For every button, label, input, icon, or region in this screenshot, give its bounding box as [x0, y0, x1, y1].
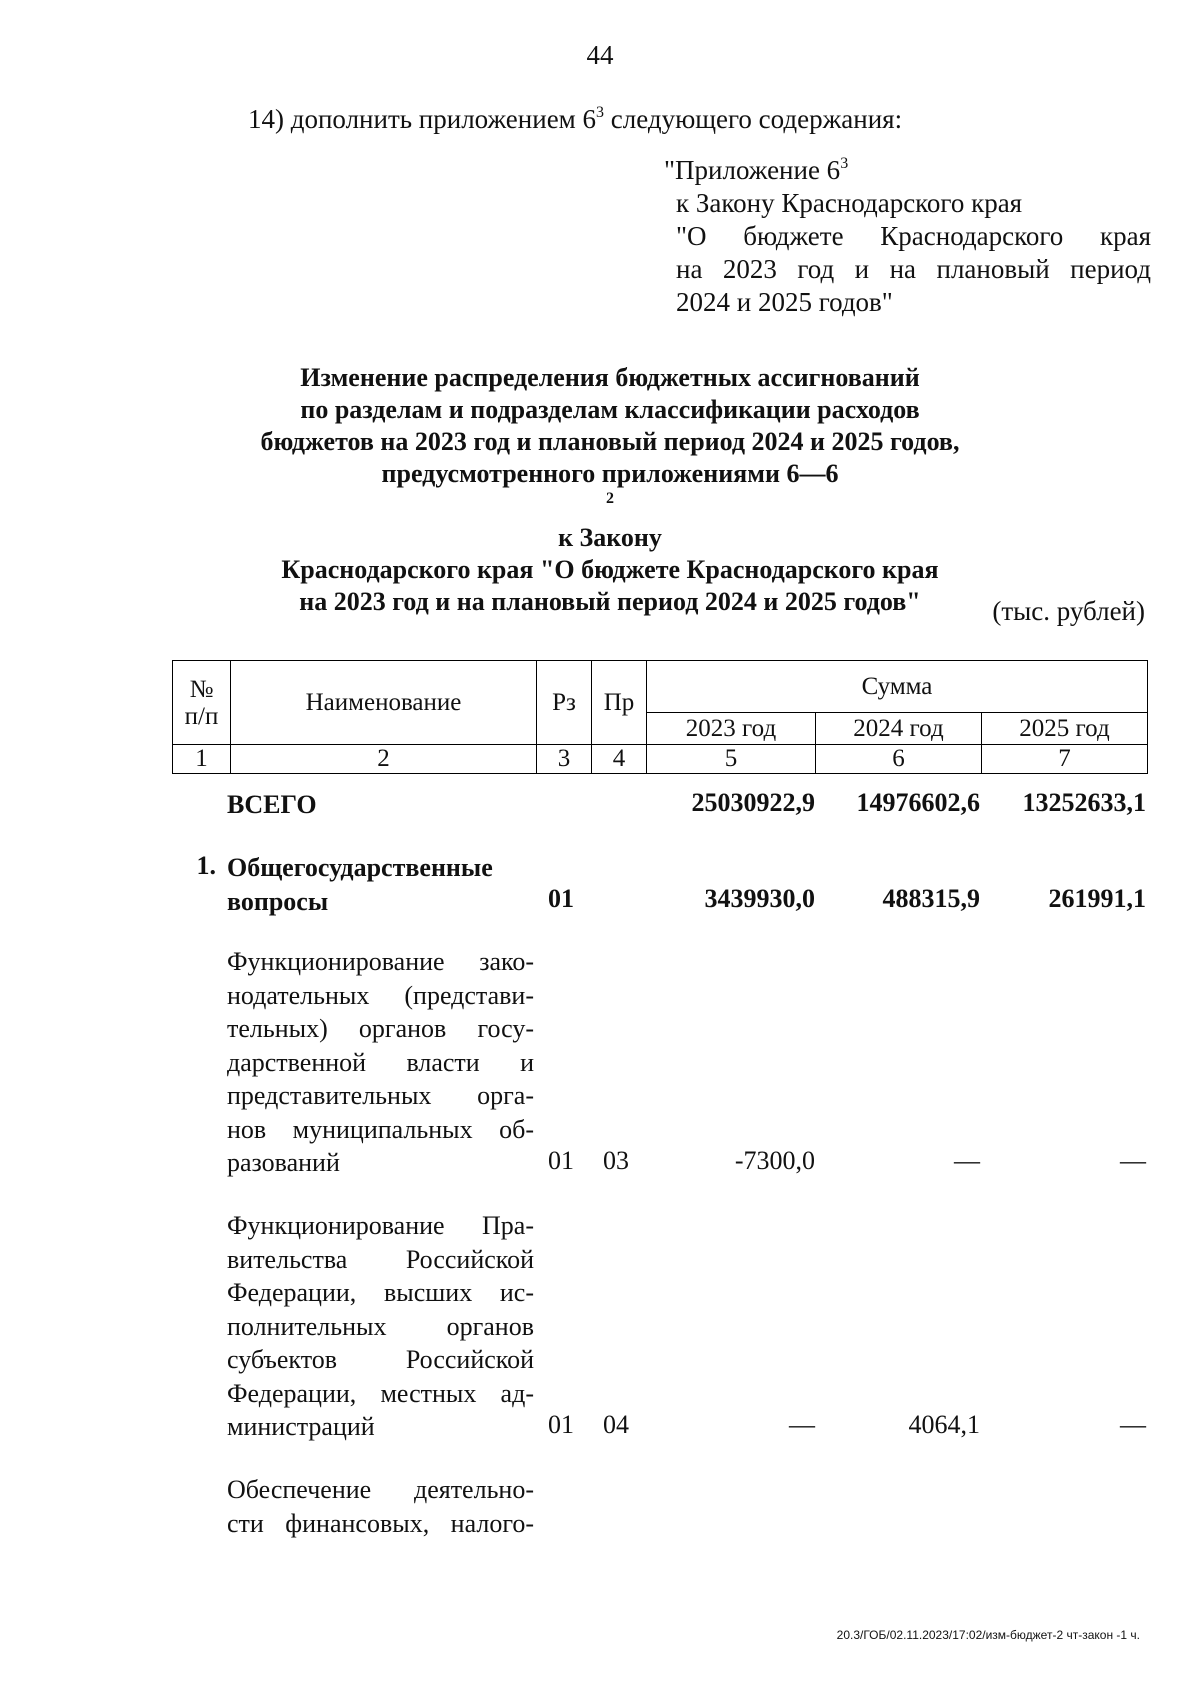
row-name: Функционирование зако- нодательных (представи- тельных) органов госу- дарственной власти и представительных орга- нов муниципальных об- разований — [227, 947, 534, 1177]
row-pr: 03 — [603, 1146, 629, 1175]
header-2023: 2023 год — [647, 713, 816, 745]
appendix-caption — [664, 154, 1151, 319]
title-line-5: Краснодарского края "О бюджете Краснодарского края — [281, 555, 939, 584]
row-pr: 04 — [603, 1410, 629, 1439]
colnum-5: 5 — [647, 745, 816, 774]
units-label: (тыс. рублей) — [992, 596, 1145, 626]
intro-superscript: 3 — [596, 104, 605, 121]
header-pr: Пр — [592, 661, 647, 745]
amendment-intro — [248, 104, 902, 135]
appendix-line-5: 2024 и 2025 годов" — [676, 287, 893, 317]
colnum-1: 1 — [173, 745, 231, 774]
header-sum: Сумма — [647, 661, 1148, 713]
row-name: ВСЕГО — [227, 790, 317, 819]
row-value-2023: 3439930,0 — [704, 884, 815, 913]
appendix-line-4: на 2023 год и на плановый период — [676, 254, 1151, 284]
title-line-3: бюджетов на 2023 год и плановый период 2024 и 2025 годов, — [260, 427, 960, 456]
header-name: Наименование — [231, 661, 537, 745]
header-2024: 2024 год — [816, 713, 982, 745]
intro-tail: следующего содержания: — [604, 104, 903, 134]
colnum-7: 7 — [982, 745, 1148, 774]
row-value-2024: 488315,9 — [882, 884, 980, 913]
appendix-line-3: "О бюджете Краснодарского края — [676, 221, 1151, 251]
colnum-2: 2 — [231, 745, 537, 774]
row-name: Функционирование Пра- вительства Российской Федерации, высших ис- полнительных органов субъектов Российской Федерации, местных ад- министраций — [227, 1211, 534, 1441]
appendix-line-2: к Закону Краснодарского края — [676, 188, 1023, 218]
footer-reference: 20.3/ГОБ/02.11.2023/17:02/изм-бюджет-2 чт-закон -1 ч. — [836, 1628, 1140, 1642]
row-value-2024: — — [954, 1146, 980, 1175]
row-value-2025: 13252633,1 — [1022, 788, 1146, 817]
row-rz: 01 — [548, 1146, 574, 1175]
row-name: Обеспечение деятельно- сти финансовых, налого- — [227, 1475, 534, 1538]
row-rz: 01 — [548, 1410, 574, 1439]
row-number: 1. — [196, 851, 216, 880]
colnum-3: 3 — [537, 745, 592, 774]
row-value-2025: 261991,1 — [1048, 884, 1146, 913]
document-title — [230, 362, 990, 618]
row-value-2024: 4064,1 — [908, 1410, 980, 1439]
appendix-line-1: "Приложение $6^3$ — [664, 155, 849, 185]
header-2025: 2025 год — [982, 713, 1148, 745]
row-value-2023: — — [789, 1410, 815, 1439]
row-value-2023: 25030922,9 — [691, 788, 815, 817]
table-header — [172, 660, 1148, 774]
title-line-4: предусмотренного приложениями 6—6 $^2$ к Закону — [381, 459, 839, 552]
title-line-6: на 2023 год и на плановый период 2024 и 2025 годов" — [299, 587, 921, 616]
header-rz: Рз — [537, 661, 592, 745]
title-line-1: Изменение распределения бюджетных ассигнований — [300, 363, 920, 392]
row-rz: 01 — [548, 884, 574, 913]
intro-text: 14) дополнить приложением 6 — [248, 104, 597, 134]
page-number: 44 — [586, 40, 614, 70]
row-name: Общегосударственные вопросы — [227, 853, 493, 916]
row-value-2024: 14976602,6 — [856, 788, 980, 817]
row-value-2023: -7300,0 — [734, 1146, 815, 1175]
row-value-2025: — — [1120, 1146, 1146, 1175]
title-line-2: по разделам и подразделам классификации расходов — [300, 395, 920, 424]
colnum-4: 4 — [592, 745, 647, 774]
colnum-6: 6 — [816, 745, 982, 774]
row-value-2025: — — [1120, 1410, 1146, 1439]
header-num: № п/п — [173, 661, 231, 745]
